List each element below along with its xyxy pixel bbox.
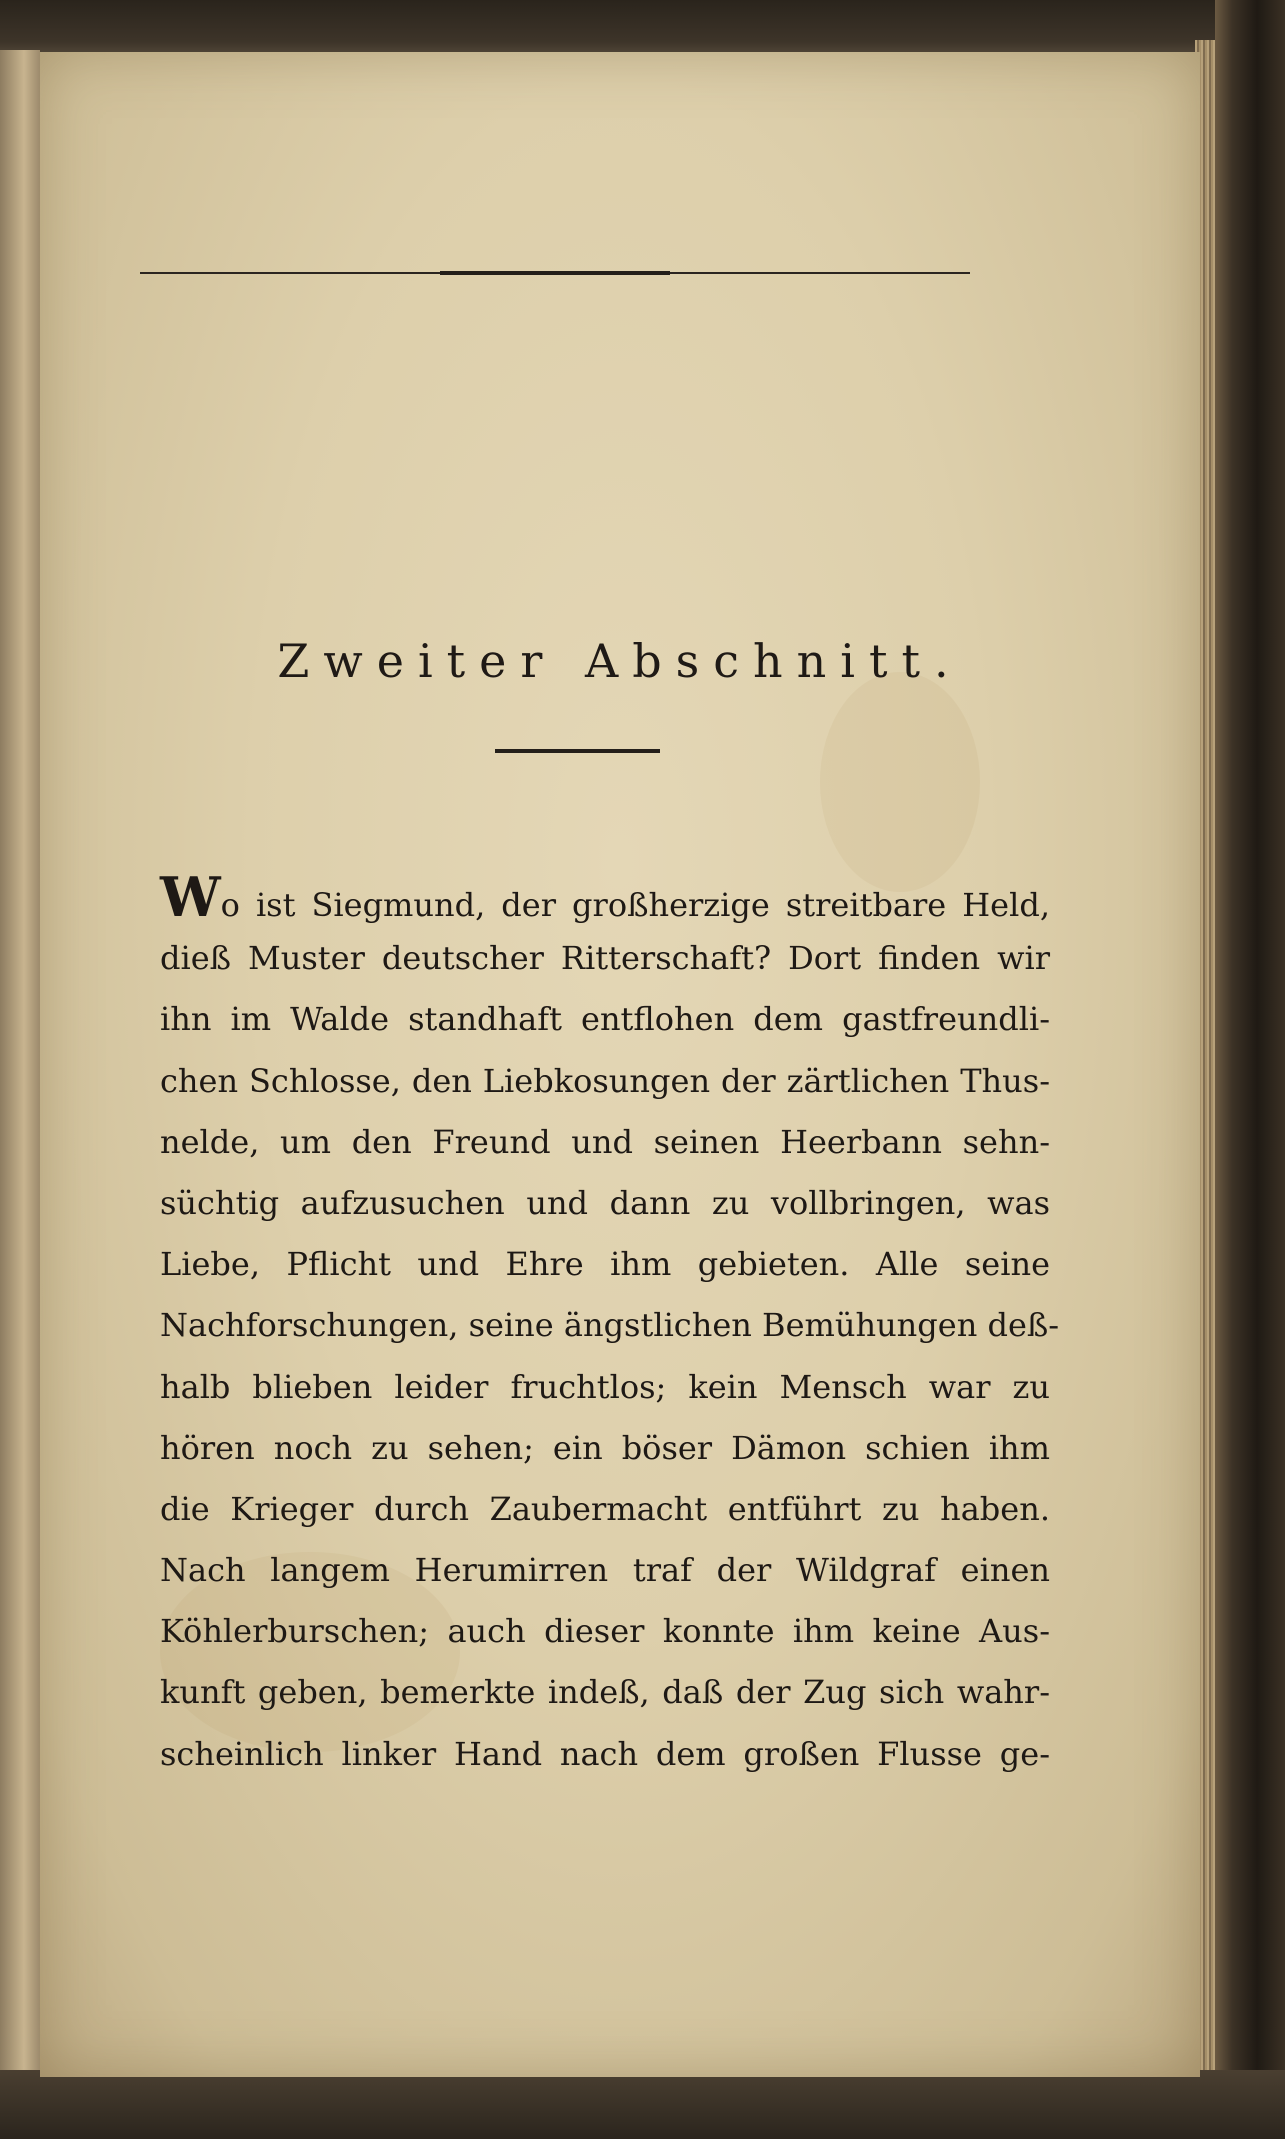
text-line: die Krieger durch Zaubermacht entführt zu haben. <box>160 1489 1050 1528</box>
text-line: ihn im Walde standhaft entflohen dem gastfreundli- <box>160 1000 1050 1039</box>
text-line: Köhlerburschen; auch dieser konnte ihm keine Aus- <box>160 1612 1050 1651</box>
text-line: scheinlich linker Hand nach dem großen Flusse ge- <box>160 1734 1050 1773</box>
body-text <box>160 865 1060 1785</box>
text-line: chen Schlosse, den Liebkosungen der zärtlichen Thus- <box>160 1061 1050 1100</box>
text-line: Nach langem Herumirren traf der Wildgraf einen <box>160 1551 1050 1590</box>
text-line <box>160 867 1050 928</box>
text-line: halb blieben leider fruchtlos; kein Mensch war zu <box>160 1367 1050 1406</box>
text-line: hören noch zu sehen; ein böser Dämon schien ihm <box>160 1428 1050 1467</box>
text-line: Liebe, Pflicht und Ehre ihm gebieten. Alle seine <box>160 1245 1050 1284</box>
text-line: nelde, um den Freund und seinen Heerbann sehn- <box>160 1122 1050 1161</box>
initial-letter: W <box>160 865 221 929</box>
page-stain <box>820 672 980 892</box>
book-cover-edge <box>1215 0 1285 2139</box>
book-page <box>40 52 1200 2077</box>
text-line: dieß Muster deutscher Ritterschaft? Dort finden wir <box>160 939 1050 978</box>
heading-rule <box>495 749 660 753</box>
text-line: süchtig aufzusuchen und dann zu vollbringen, was <box>160 1183 1050 1222</box>
top-edge <box>0 0 1285 60</box>
top-rule <box>140 272 970 274</box>
section-heading: Zweiter Abschnitt. <box>277 634 963 688</box>
text-line-rest: o ist Siegmund, der großherzige streitbare Held, <box>220 886 1050 924</box>
text-line: Nachforschungen, seine ängstlichen Bemühungen deß- <box>160 1306 1060 1345</box>
facing-page-edge <box>0 50 40 2080</box>
bottom-edge <box>0 2070 1285 2139</box>
text-line: kunft geben, bemerkte indeß, daß der Zug sich wahr- <box>160 1673 1050 1712</box>
